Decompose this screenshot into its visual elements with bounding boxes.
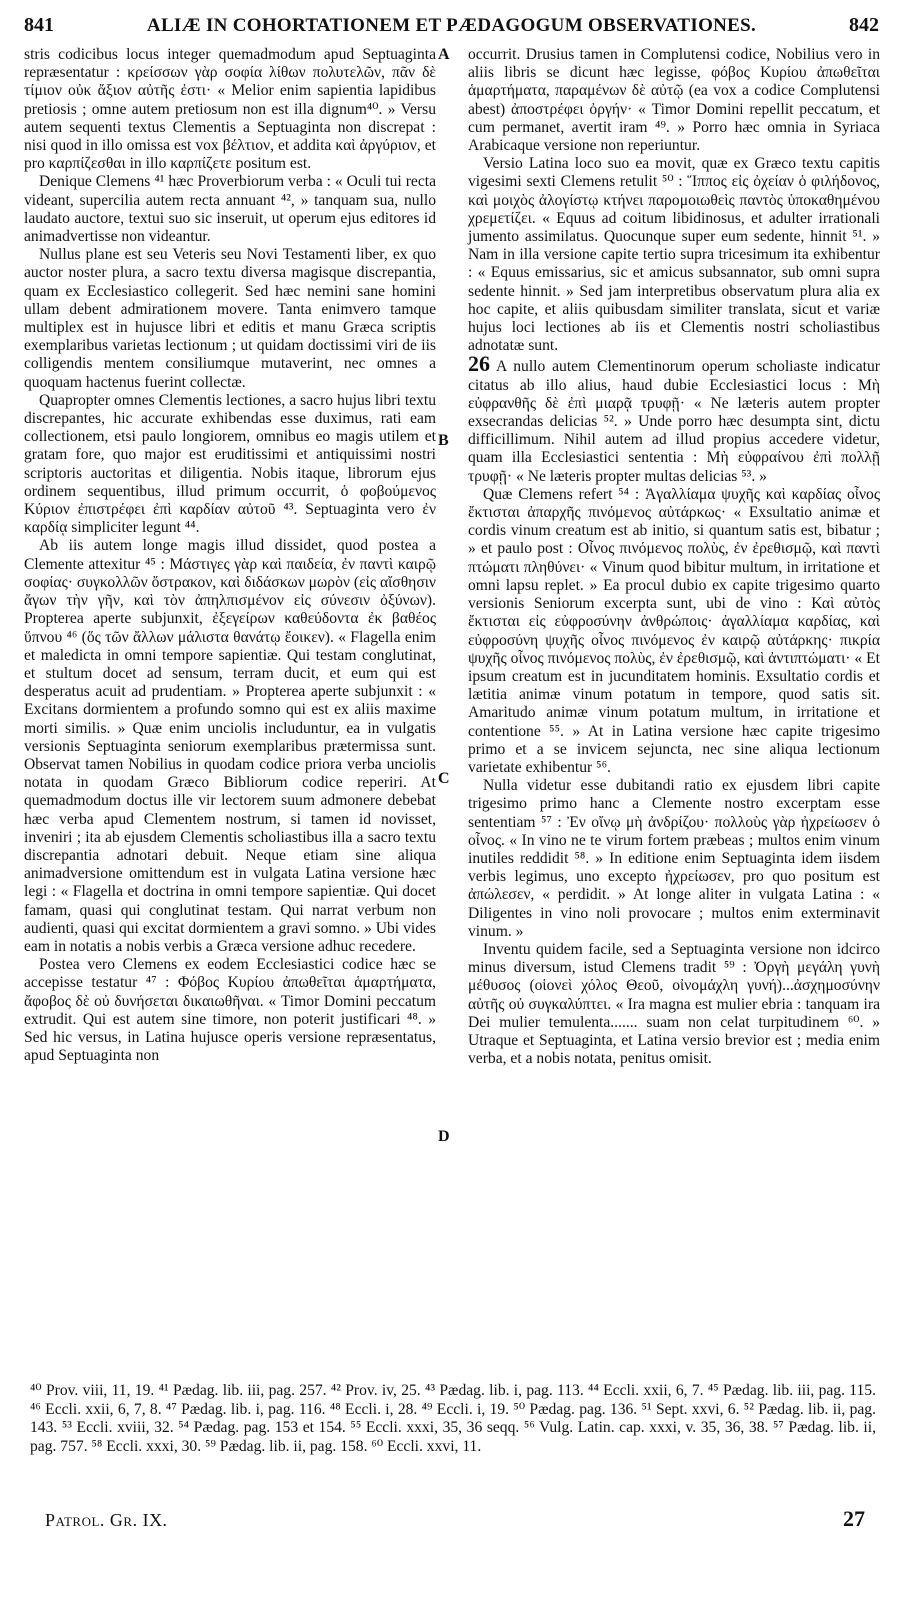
page-footer xyxy=(45,1506,865,1532)
paragraph: Quapropter omnes Clementis lectiones, a sacro hujus libri textu discrepantes, hic accurate exhibendas esse duximus, rati eam collectionem, etsi paulo longiorem, omnibus eo magis utilem et gratam fore, quo major est eruditissimi et antiquissimi nostri scriptoris auctoritas et diligentia. Nobis itaque, librorum ejus ordinem sequentibus, illud primum occurrit, ὁ φοβούμενος Κύριον ἐπιστρέφει ἐπὶ καρδίαν αὐτοῦ ⁴³. Septuaginta vero ἐν καρδίᾳ simpliciter legunt ⁴⁴. xyxy=(24,391,436,537)
paragraph: Inventu quidem facile, sed a Septuaginta versione non idcirco minus diversum, istud Clemens tradit ⁵⁹ : Ὀργὴ μεγάλη γυνὴ μέθυσος (οἱονεὶ χόλος Θεοῦ, οἰνομάχλη γυνή)...ἀσχημοσύνην αὐτῆς οὐ συγκαλύπτει. « Ira magna est mulier ebria : tanquam ira Dei mulier temulenta....... suam non celat turpitudinem ⁶⁰. » Utraque et Septuaginta, et Latina versio brevior est ; media enim verba, et a nobis notata, penitus omisit. xyxy=(468,940,880,1068)
right-column xyxy=(468,46,880,1068)
margin-letter-c: C xyxy=(438,770,450,787)
series-title: Patrol. Gr. IX. xyxy=(45,1510,168,1530)
page-number-left: 841 xyxy=(24,14,54,36)
paragraph: occurrit. Drusius tamen in Complutensi codice, Nobilius vero in aliis libris se dicunt hæc legisse, φόβος Κυρίου ἀπωθεῖται ἁμαρτήματα, παραμένων δὲ αὐτῷ (ea vox a codice Complutensi abest) ἀποστρέφει ὀργήν· « Timor Domini repellit peccatum, et cum permanet, avertit iram ⁴⁹. » Porro hæc omnia in Syriaca Arabicaque versione non reperiuntur. xyxy=(468,46,880,155)
left-column xyxy=(24,46,436,1065)
paragraph: Versio Latina loco suo ea movit, quæ ex Græco textu capitis vigesimi sexti Clemens retulit ⁵⁰ : Ἵππος εἰς ὀχείαν ὁ φιλήδονος, καὶ μοιχὸς ἀλογίστῳ κτήνει παρομοιωθεὶς παντὸς ὑποκαθημένου χρεμετίζει. « Equus ad coitum libidinosus, et adulter irrationali jumento assimilatus. Quocunque super eum sedente, hinnit ⁵¹. » Nam in illa versione capite tertio supra tricesimum ita exhibentur : « Equus emissarius, sic et amicus subsannator, sub omni supra sedente hinnit. » Sed jam interpretibus observatum plura alia ex hoc capite, et aliis quibusdam similiter translata, sicut et variæ hujus loci lectiones ab iis et Clementis nostri scholiastibus adnotatæ sunt. xyxy=(468,155,880,355)
running-title: ALIÆ IN COHORTATIONEM ET PÆDAGOGUM OBSERVATIONES. xyxy=(146,15,757,36)
paragraph: stris codicibus locus integer quemadmodum apud Septuaginta repræsentatur : κρείσσων γὰρ σοφία λίθων πολυτελῶν, πᾶν δὲ τίμιον οὐκ ἄξιον αὐτῆς ἐστι· « Melior enim sapientia lapidibus pretiosis ; omne autem pretiosum non est illa dignum⁴⁰. » Versu autem sequenti textus Clementis a Septuaginta non discrepat : nisi quod in illo omissa est vox βέλτιον, et addita καὶ ἀργύριον, et pro καρπίζεσθαι in illo καρπίζετε positum est. xyxy=(24,46,436,173)
paragraph: Ab iis autem longe magis illud dissidet, quod postea a Clemente attexitur ⁴⁵ : Μάστιγες γὰρ καὶ παιδεία, ἐν παντὶ καιρῷ σοφίας· συγκολλῶν ὄστρακον, καὶ διδάσκων μωρὸν (εἰς αἴσθησιν ἄγων τὴν γῆν, καὶ τὸν ἀπηλπισμένον εἰς σύνεσιν ὀξύνων). Propterea aperte subjunxit, ἐξεγείρων καθεύδοντα ἐκ βαθέος ὕπνου ⁴⁶ (ὅς τῶν ἄλλων μάλιστα θανάτῳ ἔοικεν). « Flagella enim et maledicta in omni tempore sapientiæ. Qui testam conglutinat, et stultum docet ad sensum, terram ducit, et eum qui est desperatus acuit ad prudentiam. » Propterea aperte subjunxit : « Excitans dormientem a profundo somno qui est ex aliis maxime morti similis. » Quæ enim unciolis includuntur, ea in vulgatis versionis Septuaginta seniorum exemplaribus prætermissa sunt. Observat tamen Nobilius in quodam codice priora verba unciolis notata in quodam Græco Bibliorum codice reperiri. At quemadmodum doctus ille vir lectorem suum admonere debebat hæc verba apud Clementem nostrum, si tamen id novisset, inveniri ; ita ab ejusdem Clementis scholiastibus illa a sacro textu discrepantia adnotari debuit. Neque etiam sine aliqua animadversione omittendum est in vulgata Latina versione hæc legi : « Flagella et doctrina in omni tempore sapientiæ. Qui docet famam, quasi qui conglutinat testam. Qui narrat verbum non audienti, quasi qui excitat dormientem a gravi somno. » Ubi vides eam in notatis a nobis verbis a Græca versione adhuc recedere. xyxy=(24,537,436,955)
paragraph-with-marker xyxy=(468,351,880,485)
paragraph: Quæ Clemens refert ⁵⁴ : Ἀγαλλίαμα ψυχῆς καὶ καρδίας οἶνος ἔκτισται ἀπαρχῆς πινόμενος αὐτάρκως· « Exsultatio animæ et cordis vinum creatum est ab initio, si quantum satis est, bibatur ; » et paulo post : Οἶνος πινόμενος πολὺς, ἐν ἐρεθισμῷ, καὶ παντὶ πτώματι πληθύνει· « Vinum quod bibitur multum, in irritatione et omni lapsu replet. » Ea procul dubio ex capite trigesimo quarto versionis Seniorum excerpta sunt, ubi de vino : Καὶ αὐτὸς ἔκτισται εἰς εὐφροσύνην ἀνθρώποις· ἀγαλλίαμα καρδίας, καὶ εὐφροσύνη ψυχῆς οἶνος πινόμενος ἐν καιρῷ αὐτάρκης· πικρία ψυχῆς οἶνος πινόμενος πολὺς, ἐν ἐρεθισμῷ, καὶ ἀντιπτώματι· « Et ipsum creatum est in jucunditatem hominis. Exsultatio cordis et lætitia animæ vinum potatum in tempore, quod satis sit. Amaritudo animæ vinum potatum multum, in irritatione et contentione ⁵⁵. » At in Latina versione hæc capite trigesimo primo et a se invicem sejuncta, nec sine aliqua lectionum varietate exhibentur ⁵⁶. xyxy=(468,485,880,776)
margin-letter-a: A xyxy=(438,46,450,63)
margin-letter-d: D xyxy=(438,1128,450,1145)
page-number-right: 842 xyxy=(848,14,879,36)
paragraph: Nullus plane est seu Veteris seu Novi Testamenti liber, ex quo auctor noster plura, a sacro textu diversa magisque discrepantia, quam ex Ecclesiastico collegerit. Sed hæc nemini sane homini ullam debent admirationem movere. Tanta enimvero tamque multiplex est in hujusce libri et editis et manu Græca scriptis exemplaribus varietas lectionum ; ut quidam doctissimi viri de iis colligendis mentem consiliumque mutaverint, nec omnes a quoquam hactenus fuerint collectæ. xyxy=(24,246,436,391)
running-header xyxy=(24,14,879,46)
margin-letter-b: B xyxy=(438,432,449,449)
paragraph-text: A nullo autem Clementinorum operum scholiaste indicatur citatus ab illo alius, haud dubie Ecclesiastici locus : Μὴ εὐφρανθῆς δὲ ἐπὶ μιαρᾷ τρυφῇ· « Ne læteris autem propter exsecrandas delicias ⁵². » Unde porro hæc desumpta sint, dictu difficillimum. Nihil autem ad illud propius accedere videtur, quam illa Ecclesiastici sententia : Μὴ εὐφραίνου ἐπὶ πολλῇ τρυφῇ· « Ne læteris propter multas delicias ⁵³. » xyxy=(468,358,880,485)
column-marker: 26 xyxy=(468,351,490,377)
paragraph: Nulla videtur esse dubitandi ratio ex ejusdem libri capite trigesimo primo hanc a Clemente nostro excerptam esse sententiam ⁵⁷ : Ἐν οἴνῳ μὴ ἀνδρίζου· πολλοὺς γὰρ ἠχρείωσεν ὁ οἶνος. « In vino ne te virum fortem præbeas ; multos enim vinum inutiles reddidit ⁵⁸. » In editione enim Septuaginta idem iisdem verbis legimus, uno excepto ἠχρείωσεν, pro quo positum est ἀπώλεσεν, « perdidit. » At longe aliter in vulgata Latina : « Diligentes in vino noli provocare ; multos enim exterminavit vinum. » xyxy=(468,777,880,940)
paragraph: Postea vero Clemens ex eodem Ecclesiastici codice hæc se accepisse testatur ⁴⁷ : Φόβος Κυρίου ἀπωθεῖται ἁμαρτήματα, ἄφοβος δὲ οὐ δυνήσεται δικαιωθῆναι. « Timor Domini peccatum extrudit. Qui est autem sine timore, non poterit justificari ⁴⁸. » Sed hic versus, in Latina hujusce operis versione repræsentatus, apud Septuaginta non xyxy=(24,956,436,1065)
signature-mark: 27 xyxy=(843,1506,865,1531)
footnotes: ⁴⁰ Prov. viii, 11, 19. ⁴¹ Pædag. lib. iii, pag. 257. ⁴² Prov. iv, 25. ⁴³ Pædag. lib. i, pag. 113. ⁴⁴ Eccli. xxii, 6, 7. ⁴⁵ Pædag. lib. iii, pag. 115. ⁴⁶ Eccli. xxii, 6, 7, 8. ⁴⁷ Pædag. lib. i, pag. 116. ⁴⁸ Eccli. i, 28. ⁴⁹ Eccli. i, 19. ⁵⁰ Pædag. pag. 136. ⁵¹ Sept. xxvi, 6. ⁵² Pædag. lib. ii, pag. 143. ⁵³ Eccli. xviii, 32. ⁵⁴ Pædag. pag. 153 et 154. ⁵⁵ Eccli. xxxi, 35, 36 seqq. ⁵⁶ Vulg. Latin. cap. xxxi, v. 35, 36, 38. ⁵⁷ Pædag. lib. ii, pag. 757. ⁵⁸ Eccli. xxxi, 30. ⁵⁹ Pædag. lib. ii, pag. 158. ⁶⁰ Eccli. xxvi, 11. xyxy=(30,1382,876,1455)
paragraph: Denique Clemens ⁴¹ hæc Proverbiorum verba : « Oculi tui recta videant, supercilia autem recta annuant ⁴², » tanquam sua, nullo laudato auctore, textui suo sic inseruit, ut operum ejus editores id animadvertisse non videantur. xyxy=(24,173,436,246)
